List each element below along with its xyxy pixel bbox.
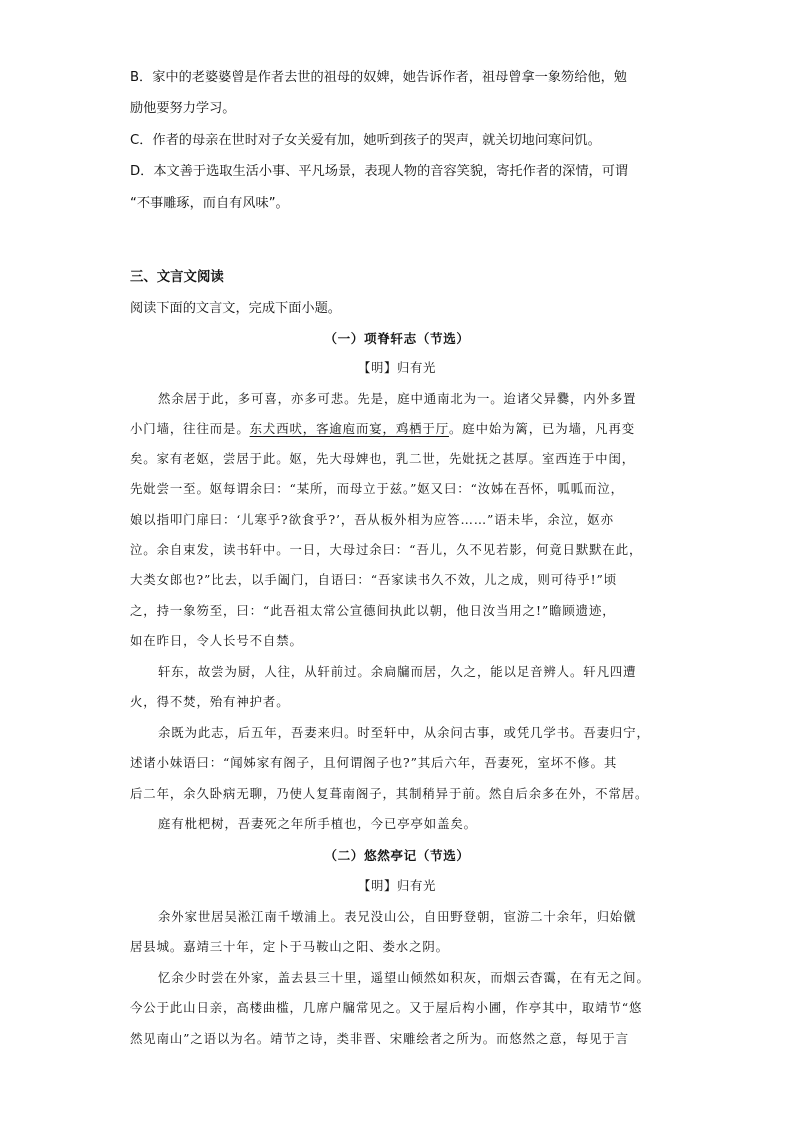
underlined-phrase: 东犬西吠，客逾庖而宴，鸡栖于厅 [249, 421, 449, 436]
option-d-line-1: D．本文善于选取生活小事、平凡场景，表现人物的音容笑貌，寄托作者的深情，可谓 [130, 164, 629, 179]
option-c: C．作者的母亲在世时对子女关爱有加，她听到孩子的哭声，就关切地问寒问饥。 [130, 133, 601, 148]
option-b-line-1: B．家中的老婆婆曾是作者去世的祖母的奴婢，她告诉作者，祖母曾拿一象笏给他，勉 [130, 70, 627, 85]
text1-line: 矣。家有老妪，尝居于此。妪，先大母婢也，乳二世，先妣抚之甚厚。室西连于中闺， [130, 451, 636, 466]
text1-line: 然余居于此，多可喜，亦多可悲。先是，庭中通南北为一。迨诸父异爨，内外多置 [158, 391, 637, 406]
text2-line: 今公于此山日亲，高楼曲槛，几席户牖常见之。又于屋后构小圃，作亭其中，取靖节“悠 [130, 1000, 643, 1015]
text1-line: 泣。余自束发，读书轩中。一日，大母过余曰：“吾儿，久不见若影，何竟日默默在此， [130, 542, 643, 557]
text1-line-start: 小门墙，往往而是。 [130, 421, 250, 436]
text1-author: 【明】归有光 [358, 360, 436, 375]
text2-line: 居县城。嘉靖三十年，定卜于马鞍山之阳、娄水之阴。 [130, 939, 449, 954]
text1-line: 如在昨日，令人长号不自禁。 [130, 633, 303, 648]
section-instruction: 阅读下面的文言文，完成下面小题。 [130, 301, 341, 316]
text1-line [130, 419, 635, 437]
text1-line-end: 。庭中始为篱，已为墙，凡再变 [448, 421, 636, 436]
text1-line: 娘以指叩门扉曰：‘儿寒乎?欲食乎?’，吾从板外相为应答……”语未毕，余泣，妪亦 [130, 512, 614, 527]
text1-line: 大类女郎也?”比去，以手阖门，自语曰：“吾家读书久不效，儿之成，则可待乎!”顷 [130, 572, 618, 587]
text2-title: （二）悠然亭记（节选） [324, 848, 470, 863]
section-heading: 三、文言文阅读 [130, 270, 224, 285]
text1-line: 火，得不焚，殆有神护者。 [130, 694, 290, 709]
text1-line: 述诸小妹语曰：“闻姊家有阁子，且何谓阁子也?”其后六年，吾妻死，室坏不修。其 [130, 755, 618, 770]
text2-line: 余外家世居吴淞江南千墩浦上。表兄没山公，自田野登朝，宦游二十余年，归始僦 [158, 909, 637, 924]
text2-line: 然见南山”之语以为名。靖节之诗，类非晋、宋雕绘者之所为。而悠然之意，每见于言 [130, 1031, 629, 1046]
text2-author: 【明】归有光 [358, 878, 436, 893]
text1-line: 余既为此志，后五年，吾妻来归。时至轩中，从余问古事，或凭几学书。吾妻归宁， [158, 725, 650, 740]
text1-line: 之，持一象笏至，曰：“此吾祖太常公宣德间执此以朝，他日汝当用之!”瞻顾遗迹， [130, 603, 616, 618]
text1-line: 轩东，故尝为厨，人往，从轩前过。余扃牖而居，久之，能以足音辨人。轩凡四遭 [158, 664, 637, 679]
text1-line: 后二年，余久卧病无聊，乃使人复葺南阁子，其制稍异于前。然自后余多在外，不常居。 [130, 786, 649, 801]
text2-line: 忆余少时尝在外家，盖去县三十里，遥望山倾然如积灰，而烟云杳霭，在有无之间。 [158, 970, 650, 985]
text1-line: 先妣尝一至。妪每谓余曰：“某所，而母立于兹。”妪又曰：“汝姊在吾怀，呱呱而泣， [130, 481, 624, 496]
option-d-line-2: “不事雕琢，而自有风味”。 [130, 196, 289, 211]
option-b-line-2: 励他要努力学习。 [130, 101, 236, 116]
text1-title: （一）项脊轩志（节选） [324, 331, 470, 346]
text1-line: 庭有枇杷树，吾妻死之年所手植也，今已亭亭如盖矣。 [158, 816, 477, 831]
